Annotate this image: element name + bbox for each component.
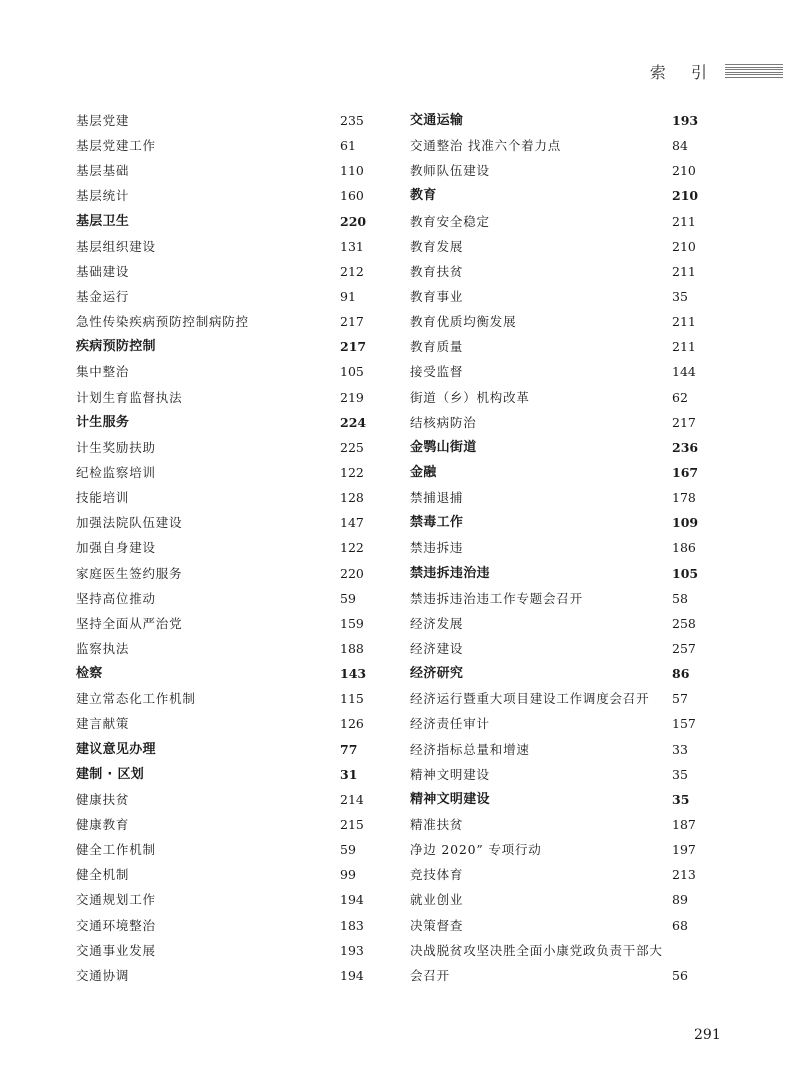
index-term: 基层卫生: [76, 213, 130, 229]
index-term: 交通整治 找准六个着力点: [410, 138, 562, 154]
index-term: 基层党建: [76, 113, 130, 128]
index-entry: [76, 510, 368, 535]
index-page-ref: 236: [672, 439, 699, 455]
index-page-ref: 215: [340, 816, 364, 832]
index-page-ref: 211: [672, 263, 696, 279]
index-entry: [76, 108, 368, 133]
index-page-ref: 86: [672, 666, 690, 682]
index-page-ref: 220: [340, 213, 367, 229]
index-page-ref: 210: [672, 163, 696, 179]
index-page-ref: 211: [672, 339, 696, 355]
index-term: 决策督查: [410, 917, 464, 933]
index-entry: [76, 787, 368, 812]
index-term: 疾病预防控制: [76, 339, 156, 355]
index-entry: [410, 862, 700, 887]
header-rule-icon: [725, 64, 783, 78]
index-heading-entry: [410, 108, 700, 133]
index-page-ref: 217: [340, 314, 364, 330]
index-entry: [76, 234, 368, 259]
index-entry: [410, 309, 700, 334]
index-page-ref: 144: [672, 364, 696, 380]
index-term: 加强自身建设: [76, 540, 156, 556]
index-page-ref: 143: [340, 666, 367, 682]
index-term: 教育扶贫: [410, 263, 464, 279]
index-term: 教育发展: [410, 238, 464, 254]
index-term: 会召开: [410, 967, 450, 983]
index-term: 经济研究: [410, 666, 464, 682]
index-page-ref: 89: [672, 892, 688, 908]
index-heading-entry: [76, 334, 368, 359]
index-entry: [76, 561, 368, 586]
index-page-ref: 105: [340, 364, 364, 380]
index-term: 基础建设: [76, 263, 130, 279]
index-heading-entry: [76, 209, 368, 234]
index-entry: [76, 435, 368, 460]
index-entry: [76, 309, 368, 334]
index-page-ref: 224: [340, 414, 367, 430]
index-term: 经济指标总量和增速: [410, 741, 530, 757]
index-entry: [76, 938, 368, 963]
index-page-ref: 214: [340, 791, 364, 807]
index-entry: [76, 711, 368, 736]
index-term: 建立常态化工作机制: [76, 691, 196, 707]
index-term: 禁毒工作: [410, 515, 464, 531]
index-entry: [410, 737, 700, 762]
index-heading-entry: [410, 460, 700, 485]
index-term: 禁违拆违治违工作专题会召开: [410, 590, 583, 606]
index-heading-entry: [76, 661, 368, 686]
index-term: 经济发展: [410, 615, 464, 631]
index-entry: [410, 913, 700, 938]
index-term: 家庭医生签约服务: [76, 565, 183, 581]
index-term: 经济建设: [410, 640, 464, 656]
index-page-ref: 62: [672, 389, 688, 405]
index-page-ref: 217: [340, 339, 367, 355]
index-entry: [410, 259, 700, 284]
index-entry: [410, 209, 700, 234]
index-entry: [410, 158, 700, 183]
index-page-ref: 33: [672, 741, 688, 757]
index-page-ref: 122: [340, 464, 364, 480]
index-term: 教育优质均衡发展: [410, 314, 517, 330]
index-entry: [76, 359, 368, 384]
index-entry: [410, 636, 700, 661]
index-entry: [410, 410, 700, 435]
index-page-ref: 178: [672, 490, 696, 506]
index-page-ref: 193: [340, 942, 364, 958]
index-term: 交通运输: [410, 113, 464, 128]
index-heading-entry: [76, 410, 368, 435]
index-entry: [410, 686, 700, 711]
index-column-right: [410, 108, 700, 988]
index-entry: [410, 611, 700, 636]
index-term: 净边 2020” 专项行动: [410, 842, 542, 858]
index-entry: [76, 133, 368, 158]
index-term: 基层统计: [76, 188, 130, 204]
index-page-ref: 258: [672, 615, 696, 631]
index-term: 计生奖励扶助: [76, 439, 156, 455]
index-page-ref: 77: [340, 741, 358, 757]
index-heading-entry: [410, 787, 700, 812]
index-page-ref: 84: [672, 138, 688, 154]
index-term: 检察: [76, 666, 103, 682]
index-term: 教育事业: [410, 288, 464, 304]
index-page-ref: 59: [340, 590, 356, 606]
index-term: 建议意见办理: [76, 741, 156, 757]
index-term: 禁违拆违: [410, 540, 464, 556]
index-entry: [410, 837, 700, 862]
index-entry: [76, 586, 368, 611]
index-page-ref: 56: [672, 967, 688, 983]
index-entry: [76, 963, 368, 988]
index-page-ref: 109: [672, 515, 699, 531]
index-page-ref: 59: [340, 842, 356, 858]
index-page-ref: 211: [672, 213, 696, 229]
index-heading-entry: [410, 510, 700, 535]
index-term: 就业创业: [410, 892, 464, 908]
index-page-ref: 159: [340, 615, 364, 631]
index-entry: [410, 762, 700, 787]
index-term: 计划生育监督执法: [76, 389, 183, 405]
index-term: 交通协调: [76, 967, 130, 983]
index-term: 决战脱贫攻坚决胜全面小康党政负责干部大: [410, 942, 663, 958]
index-page-ref: 194: [340, 892, 364, 908]
index-term: 交通事业发展: [76, 942, 156, 958]
index-entry: [410, 133, 700, 158]
index-term: 禁捕退捕: [410, 490, 464, 506]
index-page-ref: 235: [340, 113, 364, 128]
index-term: 坚持高位推动: [76, 590, 156, 606]
index-entry: [76, 913, 368, 938]
index-entry: [410, 334, 700, 359]
index-entry: [76, 812, 368, 837]
index-page-ref: 131: [340, 238, 364, 254]
index-entry: [410, 586, 700, 611]
index-term: 健康扶贫: [76, 791, 130, 807]
index-heading-entry: [410, 183, 700, 208]
index-page-ref: 128: [340, 490, 364, 506]
index-page-ref: 115: [340, 691, 364, 707]
index-entry: [76, 862, 368, 887]
index-page-ref: 110: [340, 163, 364, 179]
index-heading-entry: [410, 561, 700, 586]
index-term: 禁违拆违治违: [410, 565, 490, 581]
index-page-ref: 160: [340, 188, 364, 204]
index-term: 基层党建工作: [76, 138, 156, 154]
index-term: 精神文明建设: [410, 791, 490, 807]
index-entry: [76, 485, 368, 510]
index-page-ref: 193: [672, 113, 699, 128]
index-heading-entry: [76, 737, 368, 762]
section-title: 索 引: [649, 62, 717, 82]
index-page-ref: 217: [672, 414, 696, 430]
index-entry: [76, 385, 368, 410]
index-page-ref: 219: [340, 389, 364, 405]
index-entry: [76, 837, 368, 862]
index-term: 精神文明建设: [410, 766, 490, 782]
index-page-ref: 35: [672, 791, 690, 807]
index-term: 监察执法: [76, 640, 130, 656]
index-page-ref: 212: [340, 263, 364, 279]
index-term: 教育安全稳定: [410, 213, 490, 229]
index-entry: [410, 535, 700, 560]
index-page-ref: 213: [672, 867, 696, 883]
index-page-ref: 167: [672, 464, 699, 480]
index-page-ref: 61: [340, 138, 356, 154]
index-term: 计生服务: [76, 414, 130, 430]
index-page-ref: 122: [340, 540, 364, 556]
index-page-ref: 257: [672, 640, 696, 656]
index-term: 街道（乡）机构改革: [410, 389, 530, 405]
index-page-ref: 211: [672, 314, 696, 330]
index-term: 健全工作机制: [76, 842, 156, 858]
index-term: 经济责任审计: [410, 716, 490, 732]
index-term: 金鹗山街道: [410, 439, 477, 455]
index-page-ref: 58: [672, 590, 688, 606]
index-page-ref: 210: [672, 238, 696, 254]
index-page-ref: 91: [340, 288, 356, 304]
index-term: 接受监督: [410, 364, 464, 380]
index-page-ref: 194: [340, 967, 364, 983]
index-term: 建制 · 区划: [76, 766, 145, 782]
index-entry: [76, 686, 368, 711]
index-entry: [410, 485, 700, 510]
index-page-ref: 68: [672, 917, 688, 933]
index-term: 教育: [410, 188, 437, 204]
index-entry: [76, 535, 368, 560]
index-page-ref: 225: [340, 439, 364, 455]
index-heading-entry: [410, 435, 700, 460]
section-header: [650, 60, 783, 82]
index-page-ref: 35: [672, 288, 688, 304]
index-entry: [76, 158, 368, 183]
index-term: 基金运行: [76, 288, 130, 304]
index-page-ref: 31: [340, 766, 358, 782]
index-entry: [410, 963, 700, 988]
index-page-ref: 126: [340, 716, 364, 732]
index-heading-entry: [76, 762, 368, 787]
index-term: 技能培训: [76, 490, 130, 506]
index-heading-entry: [410, 661, 700, 686]
index-column-left: [76, 108, 368, 988]
index-entry: [410, 359, 700, 384]
index-entry: [410, 812, 700, 837]
index-entry: [410, 887, 700, 912]
index-term: 急性传染疾病预防控制病防控: [76, 314, 249, 330]
index-page-ref: 187: [672, 816, 696, 832]
index-term: 坚持全面从严治党: [76, 615, 183, 631]
page-number: 291: [694, 1027, 721, 1043]
index-entry: [410, 284, 700, 309]
index-entry: [76, 636, 368, 661]
index-page-ref: 186: [672, 540, 696, 556]
index-term: 教育质量: [410, 339, 464, 355]
index-page-ref: 35: [672, 766, 688, 782]
index-term: 纪检监察培训: [76, 464, 156, 480]
index-page-ref: 188: [340, 640, 364, 656]
index-entry: [410, 938, 700, 963]
index-entry: [76, 460, 368, 485]
index-term: 金融: [410, 464, 437, 480]
index-term: 交通规划工作: [76, 892, 156, 908]
index-page-ref: 183: [340, 917, 364, 933]
index-term: 加强法院队伍建设: [76, 515, 183, 531]
index-entry: [410, 234, 700, 259]
index-term: 集中整治: [76, 364, 130, 380]
index-page-ref: 57: [672, 691, 688, 707]
index-page-ref: 197: [672, 842, 696, 858]
index-page-ref: 157: [672, 716, 696, 732]
index-page-ref: 220: [340, 565, 364, 581]
index-entry: [76, 183, 368, 208]
index-term: 精准扶贫: [410, 816, 464, 832]
index-term: 健全机制: [76, 867, 130, 883]
index-term: 教师队伍建设: [410, 163, 490, 179]
index-term: 健康教育: [76, 816, 130, 832]
index-page-ref: 147: [340, 515, 364, 531]
index-term: 基层组织建设: [76, 238, 156, 254]
index-term: 交通环境整治: [76, 917, 156, 933]
index-term: 建言献策: [76, 716, 130, 732]
index-term: 经济运行暨重大项目建设工作调度会召开: [410, 691, 650, 707]
index-term: 竞技体育: [410, 867, 464, 883]
index-page-ref: 105: [672, 565, 699, 581]
index-entry: [410, 711, 700, 736]
index-entry: [76, 887, 368, 912]
index-term: 结核病防治: [410, 414, 477, 430]
index-entry: [76, 284, 368, 309]
index-entry: [410, 385, 700, 410]
index-entry: [76, 259, 368, 284]
index-page-ref: 99: [340, 867, 356, 883]
index-page-ref: 210: [672, 188, 699, 204]
index-entry: [76, 611, 368, 636]
index-term: 基层基础: [76, 163, 130, 179]
